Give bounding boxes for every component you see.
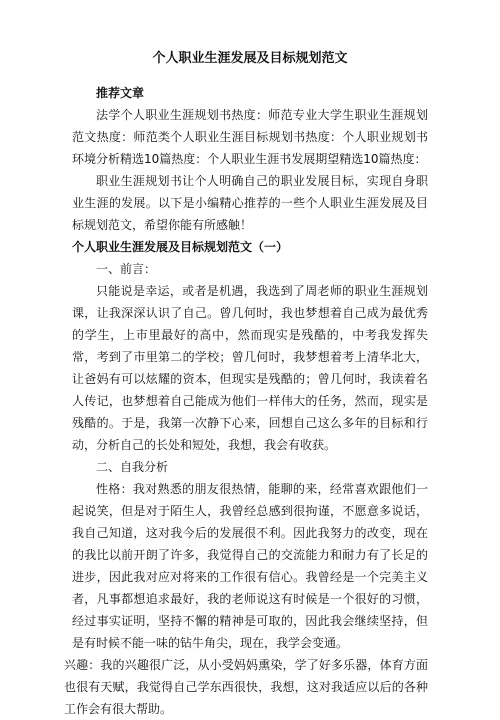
self-analysis-heading: 二、自我分析: [96, 460, 169, 474]
recommend-heading: 推荐文章: [96, 86, 145, 100]
document-title: 个人职业生涯发展及目标规划范文: [152, 51, 348, 66]
recommend-text: 法学个人职业生涯规划书热度：师范专业大学生职业生涯规划范文热度：师范类个人职业生涯目标规划书热度：个人职业规划书环境分析精选10篇热度：个人职业生涯书发展期望精选10篇热度：: [72, 108, 428, 166]
interest-paragraph: 兴趣：我的兴趣很广泛，从小受妈妈熏染，学了好多乐器，体育方面也很有天赋，我觉得自己学东西很快，我想，这对我适应以后的各种工作会有很大帮助。: [64, 658, 428, 716]
preface-heading: 一、前言：: [96, 262, 157, 276]
section1-title: 个人职业生涯发展及目标规划范文（一）: [72, 240, 289, 254]
preface-paragraph: 只能说是幸运，或者是机遇，我选到了周老师的职业生涯规划课，让我深深认识了自己。曾几何时，我也梦想着自己成为最优秀的学生，上市里最好的高中，然而现实是残酷的，中考我发挥失常，考到了市里第二的学校；曾几何时，我梦想着考上清华北大，让爸妈有可以炫耀的资本，但现实是残酷的；曾几何时，我读着名人传记，也梦想着自己能成为他们一样伟大的任务，然而，现实是残酷的。于是，我第一次静下心来，回想自己这么多年的目标和行动，分析自己的长处和短处，我想，我会有收获。: [72, 284, 428, 452]
intro-paragraph: 职业生涯规划书让个人明确自己的职业发展目标，实现自身职业生涯的发展。以下是小编精心推荐的一些个人职业生涯发展及目标规划范文，希望你能有所感触！: [72, 174, 428, 232]
personality-paragraph: 性格：我对熟悉的朋友很热情，能聊的来，经常喜欢跟他们一起说笑，但是对于陌生人，我曾经总感到很拘谨，不愿意多说话，我自己知道，这对我今后的发展很不利。因此我努力的改变，现在的我比以前开朗了许多，我觉得自己的交流能力和耐力有了长足的进步，因此我对应对将来的工作很有信心。我曾经是一个完美主义者，凡事都想追求最好，我的老师说这有时候是一个很好的习惯，经过事实证明，坚持不懈的精神是可取的，因此我会继续坚持，但是有时候不能一味的钻牛角尖，现在，我学会变通。: [72, 482, 428, 650]
